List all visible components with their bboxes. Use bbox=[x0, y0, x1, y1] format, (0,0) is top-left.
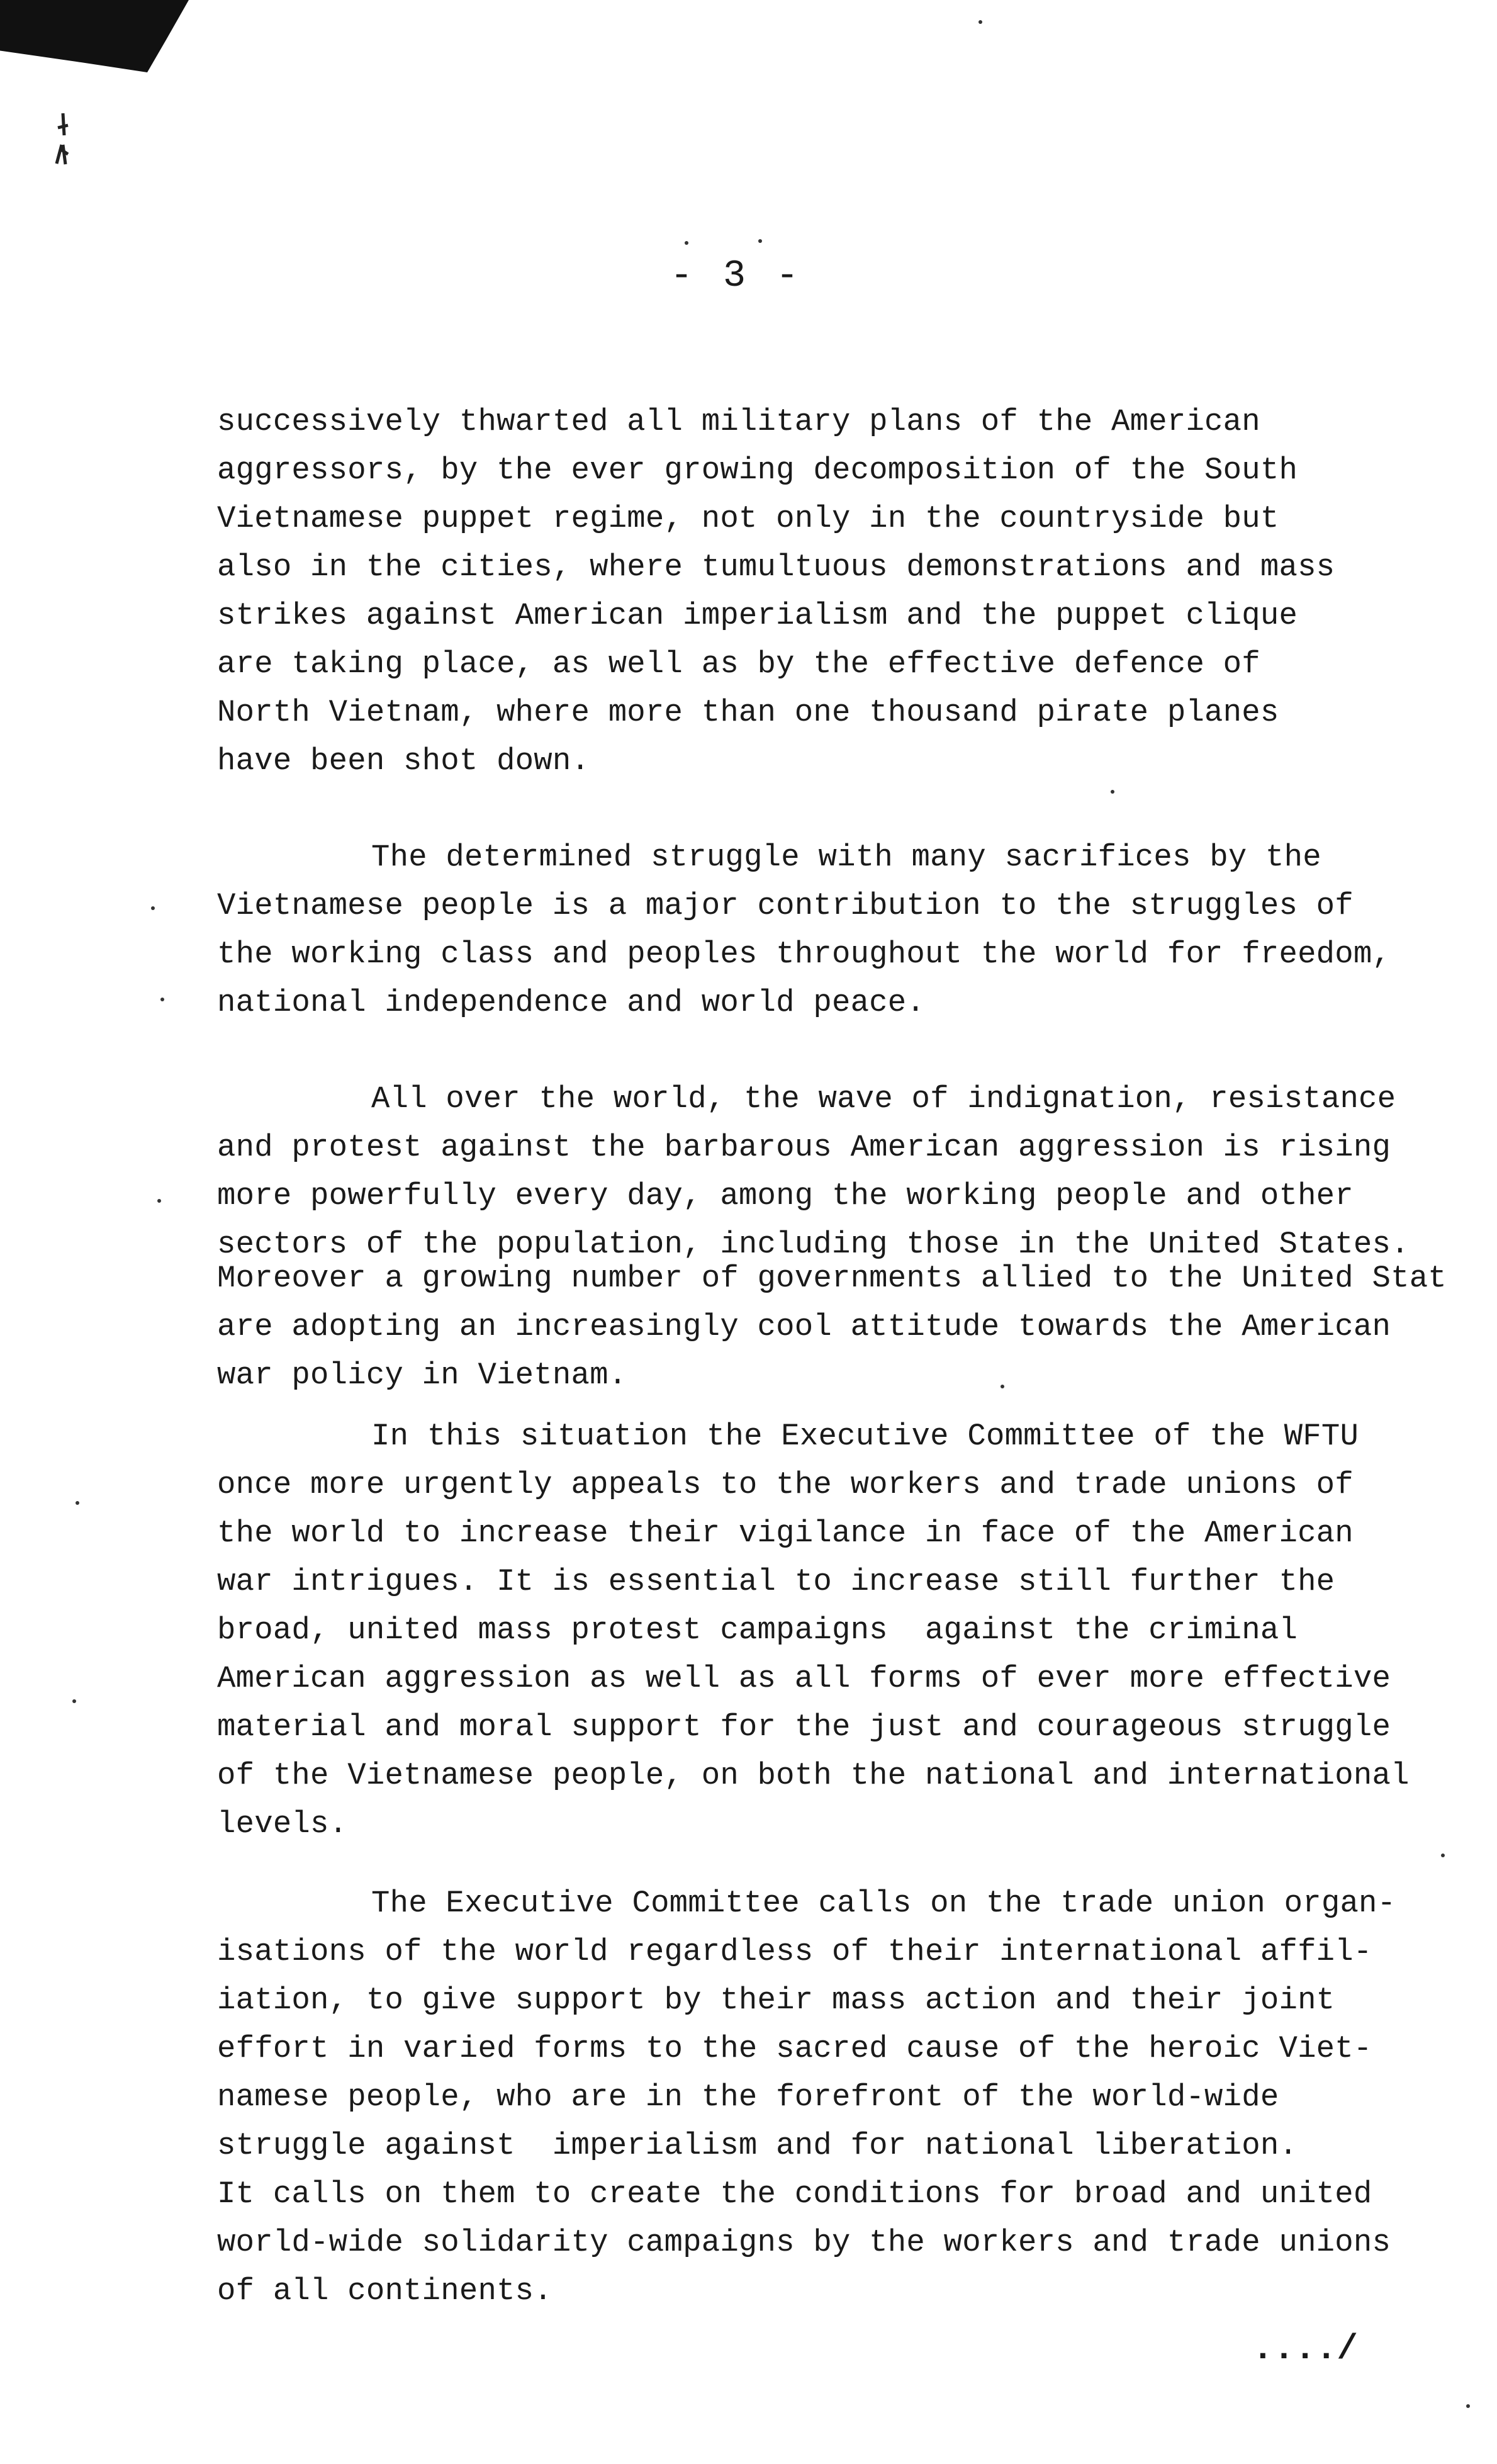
text-line: The Executive Committee calls on the trade union organ- bbox=[371, 1886, 1396, 1921]
text-line: effort in varied forms to the sacred cause of the heroic Viet- bbox=[217, 2031, 1372, 2066]
scan-speck bbox=[151, 906, 155, 910]
scan-speck bbox=[160, 998, 164, 1001]
text-line: the world to increase their vigilance in face of the American bbox=[217, 1516, 1354, 1551]
text-line: namese people, who are in the forefront of the world-wide bbox=[217, 2079, 1279, 2115]
text-line: iation, to give support by their mass action and their joint bbox=[217, 1983, 1335, 2018]
scan-speck bbox=[1466, 2404, 1470, 2408]
text-line: isations of the world regardless of their international affil- bbox=[217, 1934, 1372, 1969]
text-line: and protest against the barbarous American aggression is rising bbox=[217, 1130, 1391, 1165]
scan-speck bbox=[157, 1199, 161, 1203]
text-line: are taking place, as well as by the effective defence of bbox=[217, 646, 1260, 682]
scan-speck bbox=[758, 239, 762, 243]
text-line: It calls on them to create the conditions for broad and united bbox=[217, 2176, 1372, 2212]
text-line: world-wide solidarity campaigns by the workers and trade unions bbox=[217, 2225, 1391, 2260]
text-line: Vietnamese people is a major contribution to the struggles of bbox=[217, 888, 1354, 923]
text-line: American aggression as well as all forms of ever more effective bbox=[217, 1661, 1391, 1696]
text-line: of the Vietnamese people, on both the national and international bbox=[217, 1758, 1410, 1793]
text-line: successively thwarted all military plans of the American bbox=[217, 404, 1260, 439]
scan-speck bbox=[1441, 1854, 1445, 1857]
text-line: also in the cities, where tumultuous demonstrations and mass bbox=[217, 549, 1335, 585]
text-line: Vietnamese puppet regime, not only in the countryside but bbox=[217, 501, 1279, 536]
text-line: the working class and peoples throughout the world for freedom, bbox=[217, 937, 1391, 972]
text-line: struggle against imperialism and for national liberation. bbox=[217, 2128, 1298, 2163]
text-line: national independence and world peace. bbox=[217, 985, 925, 1020]
text-line: broad, united mass protest campaigns against the criminal bbox=[217, 1612, 1298, 1648]
text-line: war intrigues. It is essential to increase still further the bbox=[217, 1564, 1335, 1599]
text-line: have been shot down. bbox=[217, 743, 590, 779]
text-line: of all continents. bbox=[217, 2273, 552, 2309]
text-line: levels. bbox=[217, 1806, 348, 1842]
scan-speck bbox=[1001, 1385, 1004, 1388]
text-line: are adopting an increasingly cool attitude towards the American bbox=[217, 1309, 1391, 1344]
continuation-mark: ..../ bbox=[1252, 2329, 1359, 2369]
text-line: In this situation the Executive Committee of the WFTU bbox=[371, 1419, 1359, 1454]
scan-speck bbox=[978, 20, 982, 24]
text-line: North Vietnam, where more than one thousand pirate planes bbox=[217, 695, 1279, 730]
scan-speck bbox=[685, 241, 688, 245]
scan-speck bbox=[72, 1699, 76, 1703]
page-number: - 3 - bbox=[670, 255, 803, 298]
text-line: Moreover a growing number of governments allied to the United Stat bbox=[217, 1261, 1447, 1296]
scan-blot bbox=[0, 0, 189, 72]
scan-speck bbox=[76, 1501, 79, 1505]
text-line: sectors of the population, including those in the United States. bbox=[217, 1227, 1410, 1262]
text-line: material and moral support for the just and courageous struggle bbox=[217, 1709, 1391, 1745]
text-line: All over the world, the wave of indignation, resistance bbox=[371, 1081, 1396, 1117]
text-line: war policy in Vietnam. bbox=[217, 1358, 627, 1393]
scan-speck bbox=[1111, 790, 1114, 794]
text-line: more powerfully every day, among the working people and other bbox=[217, 1178, 1354, 1213]
text-line: aggressors, by the ever growing decomposition of the South bbox=[217, 453, 1298, 488]
text-line: once more urgently appeals to the workers and trade unions of bbox=[217, 1467, 1354, 1502]
margin-mark bbox=[49, 110, 74, 167]
text-line: The determined struggle with many sacrifices by the bbox=[371, 840, 1321, 875]
text-line: strikes against American imperialism and the puppet clique bbox=[217, 598, 1298, 633]
